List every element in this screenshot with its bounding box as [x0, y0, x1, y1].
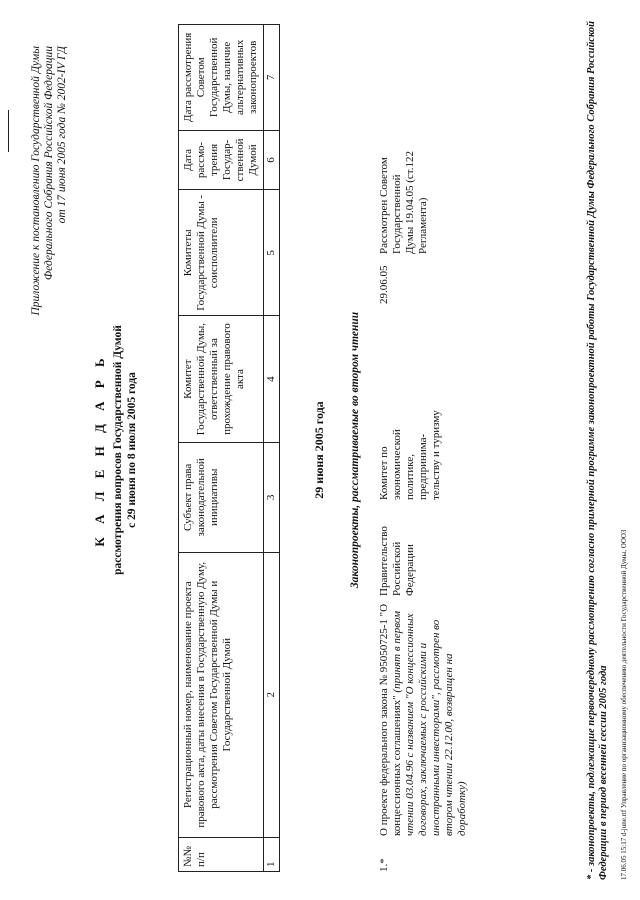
- header-cell: Регистрационный номер, наименование проекта правового акта, даты внесения в Государственную Думу, рассмотрения Советом Государственной Думы и Государственной Думой: [179, 552, 264, 837]
- column-number: 7: [264, 25, 280, 131]
- priority-mark: *: [378, 858, 390, 864]
- consideration-date: 29.06.05: [378, 265, 390, 304]
- header-cell: Дата рассмо-трения Государ-ственной Думой: [179, 130, 264, 190]
- header-cell: Субъект права законодательной инициативы: [179, 442, 264, 552]
- footnote: * - законопроекты, подлежащие первоочередному рассмотрению согласно примерной программе законопроектной работы Государственной Думы Федерального Собрания Российской Федерации в период весенней сессии 2005 года: [586, 21, 609, 880]
- column-number: 2: [264, 552, 280, 837]
- header-cell: №№ п/п: [179, 837, 264, 871]
- calendar-title: К А Л Е Н Д А Р Ь: [92, 353, 107, 547]
- approval-line-2: Федерального Собрания Российской Федерации: [43, 46, 55, 281]
- column-number-row: [264, 25, 280, 872]
- bill-history: (принят в первом чтении 03.04.96 с названием "О концессионных договорах, заключаемых с российскими и иностранными инвесторами", рассмотрен во втором чтении 22.12.00, возвращен на доработку): [391, 611, 468, 836]
- council-status: Рассмотрен Советом Государственной Думы 19.04.05 (ст.122 Регламента): [378, 151, 429, 254]
- column-number: 3: [264, 442, 280, 552]
- header-cell: Дата рассмотрения Советом Государственной Думы, наличие альтернативных законопроектов: [179, 25, 264, 131]
- item-number-value: 1.: [378, 863, 390, 872]
- column-number: 5: [264, 190, 280, 316]
- responsible-committee: Комитет по экономической политике, предпринима-тельству и туризму: [378, 410, 442, 500]
- calendar-period: с 29 июня по 8 июля 2005 года: [126, 372, 138, 528]
- approval-line-1: Приложение к постановлению Государственной Думы: [30, 46, 42, 316]
- approval-note: [30, 46, 69, 446]
- date-heading: 29 июня 2005 года: [312, 401, 326, 499]
- column-number: 4: [264, 316, 280, 442]
- initiative-subject: Правительство Российской Федерации: [378, 526, 416, 596]
- top-rule: [8, 110, 9, 152]
- calendar-table: [178, 24, 280, 872]
- bill-title: О проекте федерального закона № 95050725-1 "О концессионных соглашениях": [378, 603, 403, 836]
- table-header-row: [179, 25, 264, 872]
- calendar-subtitle: рассмотрения вопросов Государственной Думой: [112, 325, 124, 575]
- section-heading: Законопроекты, рассматриваемые во втором чтении: [349, 311, 361, 589]
- header-cell: Комитеты Государственной Думы - соисполнители: [179, 190, 264, 316]
- item-number: [378, 842, 391, 872]
- approval-line-3: от 17 июня 2005 года № 2002-IV ГД: [56, 46, 68, 224]
- document-footer: 17.06.05 15:17 d-june.rtf Управление по организационному обеспечению деятельности Государственной Думы, ОООЗ: [620, 529, 628, 880]
- column-number: 6: [264, 130, 280, 190]
- header-cell: Комитет Государственной Думы, ответственный за прохождение правового акта: [179, 316, 264, 442]
- column-number: 1: [264, 837, 280, 871]
- bill-name: [378, 600, 469, 836]
